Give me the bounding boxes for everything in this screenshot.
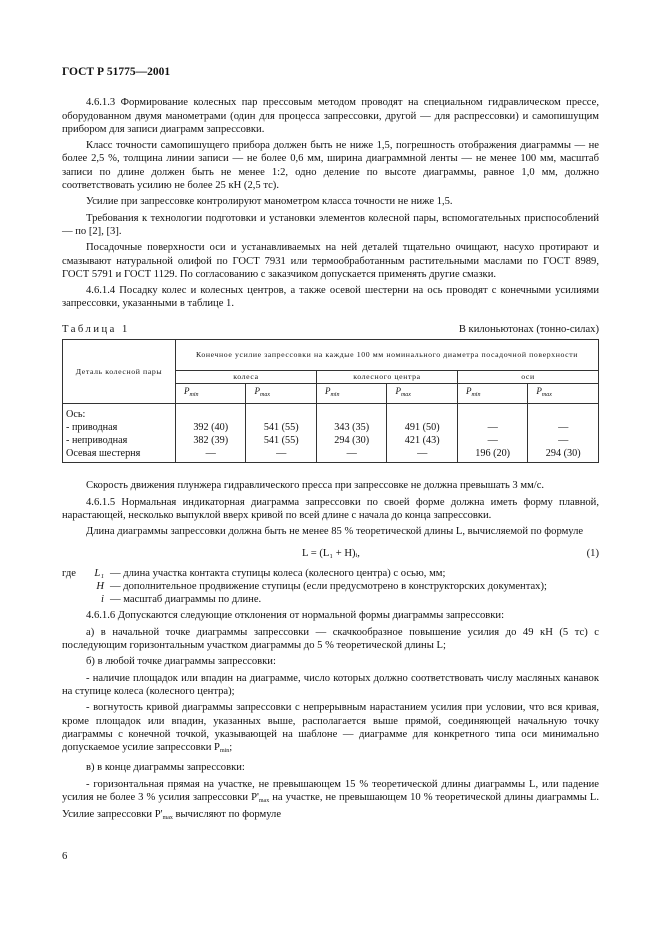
paragraph-manometer: Усилие при запрессовке контролируют манометром класса точности не ниже 1,5. [86, 196, 453, 208]
p-max-header: $P_{max}$ [528, 384, 599, 404]
table-units: В килоньютонах (тонно-силах) [458, 323, 599, 335]
paragraph-speed: Скорость движения плунжера гидравлического пресса при запрессовке не должна превышать 3 мм/с. [86, 480, 545, 492]
table-row: Осевая шестерня — — — — 196 (20) 294 (30) [63, 447, 599, 463]
group-axle: оси [457, 371, 598, 384]
table-row: - приводная 392 (40) 541 (55) 343 (35) 491 (50) — — [63, 421, 599, 434]
paragraph-4-6-1-3: 4.6.1.3 Формирование колесных пар прессовым методом проводят на специальном гидравлическом прессе, оборудованном двумя манометрами (один для процесса запрессовки, другой — для распрессовки) и самопишущим прибором для записи диаграмм запрессовки. [62, 97, 599, 135]
paragraph-requirements: Требования к технологии подготовки и установки элементов колесной пары, вспомогательных приспособлений — по [2], [3]. [62, 212, 599, 237]
paragraph-4-6-1-5: 4.6.1.5 Нормальная индикаторная диаграмма запрессовки по своей форме должна иметь форму плавной, нарастающей, несколько выпуклой вверх кривой по всей длине с начала до конца запрессовки. [62, 496, 599, 521]
p-max-header: $P_{max}$ [387, 384, 457, 404]
paragraph-concavity: - вогнутость кривой диаграммы запрессовки с непрерывным нарастанием усилия при условии, что вся кривая, кроме площадок или впадин, указанных выше, располагается выше прямой, соединяющей начальную точку диаграммы с конечной точкой, указывающей на шаблоне — диаграмме для конкретного типа оси минимально допускаемое усилие запрессовки $P_{min}$; [62, 702, 599, 755]
paragraph-length: Длина диаграммы запрессовки должна быть не менее 85 % теоретической длины L, вычисляемой по формуле [86, 526, 584, 538]
table-row: - неприводная 382 (39) 541 (55) 294 (30) 421 (43) — — [63, 434, 599, 447]
paragraph-accuracy: Класс точности самопишущего прибора должен быть не ниже 1,5, погрешность отображения диаграммы — не более 2,5 %, толщина линии записи — не более 0,6 мм, ширина диаграммной ленты — не менее 100 мм, масштаб записи по длине должен быть не менее 1:2, одно деление по высоте диаграммы, равное 1,0 мм, должно соответствовать усилию не более 25 кН (2,5 тс). [62, 140, 599, 192]
paragraph-plateaus: - наличие площадок или впадин на диаграмме, число которых должно соответствовать числу масляных канавок на ступице колеса (колесного центра); [62, 672, 599, 697]
table-row: Ось: [63, 404, 599, 422]
definition-item: i — масштаб диаграммы по длине. [101, 594, 262, 606]
p-min-header: $P_{min}$ [316, 384, 386, 404]
group-center: колесного центра [316, 371, 457, 384]
paragraph-item-c: в) в конце диаграммы запрессовки: [86, 762, 245, 774]
force-table [62, 339, 599, 463]
formula-1 [62, 547, 599, 563]
formula-expression: L = (L₁ + H)ᵢ, [302, 547, 360, 559]
header-detail: Деталь колесной пары [63, 340, 176, 404]
paragraph-4-6-1-6: 4.6.1.6 Допускаются следующие отклонения от нормальной формы диаграммы запрессовки: [86, 610, 505, 622]
paragraph-surfaces: Посадочные поверхности оси и устанавливаемых на ней деталей тщательно очищают, насухо протирают и смазывают натуральной олифой по ГОСТ 7931 или термообработанным растительными маслами по ГОСТ 8989, ГОСТ 5791 и ГОСТ 1129. По согласованию с заказчиком допускается применять другие смазки. [62, 242, 599, 280]
definition-item: где L₁ — длина участка контакта ступицы колеса (колесного центра) с осью, мм; [62, 567, 446, 579]
p-min-header: $P_{min}$ [176, 384, 246, 404]
table-caption: Таблица 1 [62, 323, 130, 335]
p-min-header: $P_{min}$ [457, 384, 527, 404]
definition-item: H — дополнительное продвижение ступицы (если предусмотрено в конструкторских документах); [96, 580, 547, 592]
page-number: 6 [62, 851, 68, 862]
page-content [62, 66, 599, 829]
paragraph-item-a: а) в начальной точке диаграммы запрессовки — скачкообразное повышение усилия до 49 кН (5 тс) с последующим горизонтальным участком диаграммы до 5 % теоретической длины L; [62, 626, 599, 652]
formula-definitions [62, 567, 599, 607]
paragraph-4-6-1-4: 4.6.1.4 Посадку колес и колесных центров, а также осевой шестерни на ось проводят с конечными усилиями запрессовки, указанными в таблице 1. [62, 285, 599, 310]
paragraph-horizontal: - горизонтальная прямая на участке, не превышающем 15 % теоретической длины диаграммы L, или падение усилия не более 3 % усилия запрессовки $P'_{max}$ на участке, не превышающем 10 % теоретической длины диаграммы L. Усилие запрессовки $P'_{max}$ вычисляют по формуле [62, 778, 599, 822]
p-max-header: $P_{max}$ [246, 384, 316, 404]
document-header: ГОСТ Р 51775—2001 [62, 66, 171, 78]
group-wheel: колеса [176, 371, 317, 384]
table-caption-row [62, 323, 599, 336]
paragraph-item-b: б) в любой точке диаграммы запрессовки: [86, 656, 276, 668]
header-force: Конечное усилие запрессовки на каждые 100 мм номинального диаметра посадочной поверхности [176, 340, 599, 371]
formula-number: (1) [586, 547, 599, 559]
